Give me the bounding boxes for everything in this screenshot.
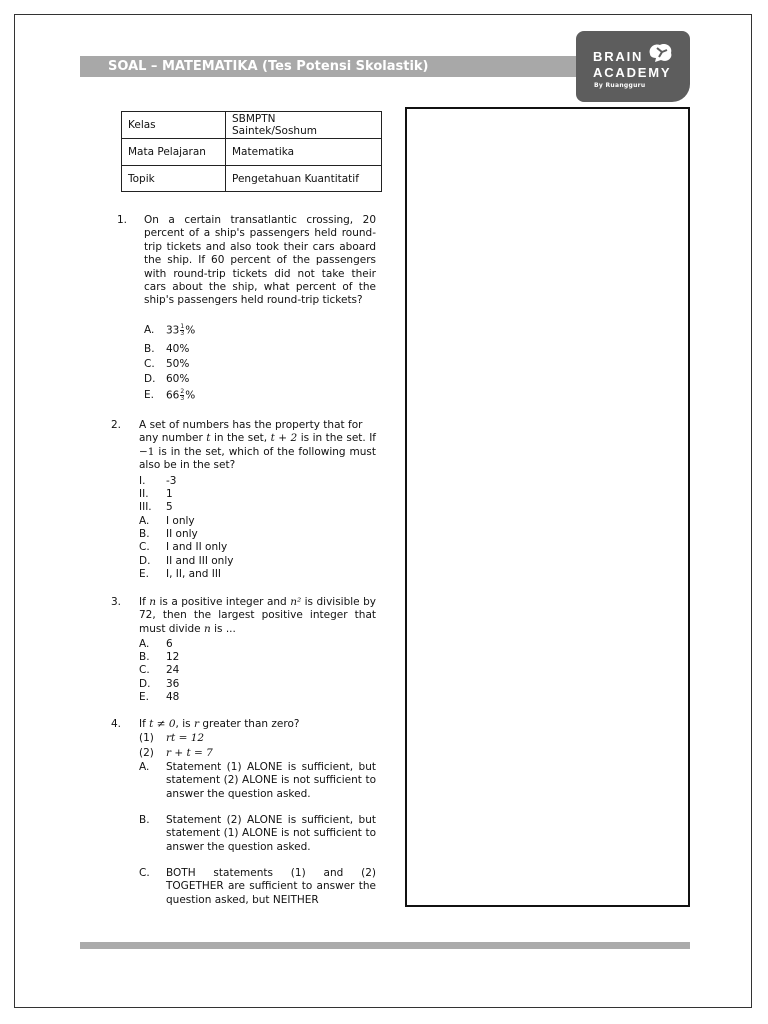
math-expr: t + 2 xyxy=(270,432,298,445)
footer-bar xyxy=(80,942,690,949)
option-label: B. xyxy=(139,528,150,540)
option-label: A. xyxy=(139,761,150,773)
option-label: C. xyxy=(139,541,150,553)
option-text: I only xyxy=(166,515,195,527)
option-label: C. xyxy=(139,664,150,676)
statement-label: III. xyxy=(139,501,152,513)
option-text: Statement (1) ALONE is sufficient, but statement (2) ALONE is not sufficient to answer the question asked. xyxy=(166,761,376,800)
logo-line-3: By Ruangguru xyxy=(594,82,646,89)
option-suffix: % xyxy=(185,324,196,337)
option-text: I, II, and III xyxy=(166,568,222,580)
fraction-denominator: 3 xyxy=(180,330,185,337)
info-value-line: SBMPTN xyxy=(232,113,276,125)
stem-text: is ... xyxy=(214,622,236,635)
info-value: Pengetahuan Kuantitatif xyxy=(226,166,382,192)
fraction-numerator: 2 xyxy=(180,388,185,395)
math-var: n xyxy=(204,622,211,635)
option-text: 36 xyxy=(166,678,180,690)
option-label: E. xyxy=(139,691,149,703)
statement-label: (1) xyxy=(139,732,154,744)
question-stem: On a certain transatlantic crossing, 20 percent of a ship's passengers held round-trip tickets and also took their cars aboard the ship. If 60 percent of the passengers with round-trip tickets did not take their cars about the ship, what percent of the ship's passengers held round-trip tickets? xyxy=(144,214,376,307)
info-key: Kelas xyxy=(122,112,226,139)
option-text: 66 xyxy=(166,389,180,402)
statement-text: -3 xyxy=(166,475,177,487)
stem-text: is divisible by 72, then the largest positive integer that must divide xyxy=(139,596,376,635)
option-text: BOTH statements (1) and (2) TOGETHER are sufficient to answer the question asked, but NEITHER xyxy=(166,867,376,906)
math-var: t xyxy=(206,432,211,445)
fraction-numerator: 1 xyxy=(180,323,185,330)
statement-label: (2) xyxy=(139,747,154,759)
option-text: 40% xyxy=(166,343,190,355)
stem-text: is a positive integer and xyxy=(159,596,287,608)
question-stem xyxy=(139,718,376,731)
option-text: I and II only xyxy=(166,541,228,553)
option-label: C. xyxy=(144,358,155,370)
option-label: B. xyxy=(139,651,150,663)
math-number: −1 xyxy=(139,445,155,458)
option-label: D. xyxy=(139,678,151,690)
stem-text: is in the set, which of the following must also be in the set? xyxy=(139,445,376,472)
stem-text: If xyxy=(139,596,146,608)
statement-text: rt = 12 xyxy=(166,732,205,744)
info-value-line: Saintek/Soshum xyxy=(232,125,317,137)
question-number: 2. xyxy=(111,419,122,431)
stem-text: in the set, xyxy=(213,432,268,445)
option-text: 48 xyxy=(166,691,180,703)
page-title: SOAL – MATEMATIKA (Tes Potensi Skolastik) xyxy=(108,59,429,74)
option-text: II only xyxy=(166,528,198,540)
option-label: B. xyxy=(144,343,155,355)
option-label: A. xyxy=(139,638,150,650)
logo-line-2: ACADEMY xyxy=(593,65,672,80)
option-label: A. xyxy=(144,324,155,336)
stem-text: is in the set. If xyxy=(300,432,377,445)
fraction-denominator: 3 xyxy=(180,395,185,402)
info-key: Mata Pelajaran xyxy=(122,139,226,166)
question-number: 1. xyxy=(117,214,128,226)
fraction xyxy=(180,389,184,402)
math-var: n xyxy=(149,596,157,608)
statement-text: 1 xyxy=(166,488,173,500)
option-text: 24 xyxy=(166,664,180,676)
statement-label: II. xyxy=(139,488,149,500)
fraction xyxy=(180,324,184,337)
info-value: Matematika xyxy=(226,139,382,166)
option-text: 50% xyxy=(166,358,190,370)
math-expr: t ≠ 0 xyxy=(149,718,176,730)
statement-text: 5 xyxy=(166,501,173,513)
statement-text: r + t = 7 xyxy=(166,747,213,759)
stem-text: , is xyxy=(175,718,191,730)
stem-text: greater than zero? xyxy=(202,718,300,730)
option-text: Statement (2) ALONE is sufficient, but statement (1) ALONE is not sufficient to answer the question asked. xyxy=(166,814,376,853)
option-suffix: % xyxy=(185,389,196,402)
stem-text: If xyxy=(139,718,146,730)
option-label: D. xyxy=(144,373,156,385)
info-key: Topik xyxy=(122,166,226,192)
option-label: D. xyxy=(139,555,151,567)
math-expr: n² xyxy=(290,596,302,608)
question-number: 4. xyxy=(111,718,122,730)
option-text: 6 xyxy=(166,638,173,650)
question-number: 3. xyxy=(111,596,122,608)
option-label: A. xyxy=(139,515,150,527)
option-label: C. xyxy=(139,867,150,879)
question-stem xyxy=(139,419,376,473)
statement-label: I. xyxy=(139,475,146,487)
option-text: II and III only xyxy=(166,555,234,567)
option-text: 60% xyxy=(166,373,190,385)
option-label: B. xyxy=(139,814,150,826)
stem-text: any number xyxy=(139,432,203,445)
stem-text: A set of numbers has the property that for xyxy=(139,419,363,431)
math-var: r xyxy=(193,718,199,730)
option-text: 12 xyxy=(166,651,180,663)
option-text: 33 xyxy=(166,324,180,337)
logo-line-1: BRAIN xyxy=(593,49,644,64)
question-stem xyxy=(139,596,376,636)
option-label: E. xyxy=(139,568,149,580)
option-label: E. xyxy=(144,389,154,401)
